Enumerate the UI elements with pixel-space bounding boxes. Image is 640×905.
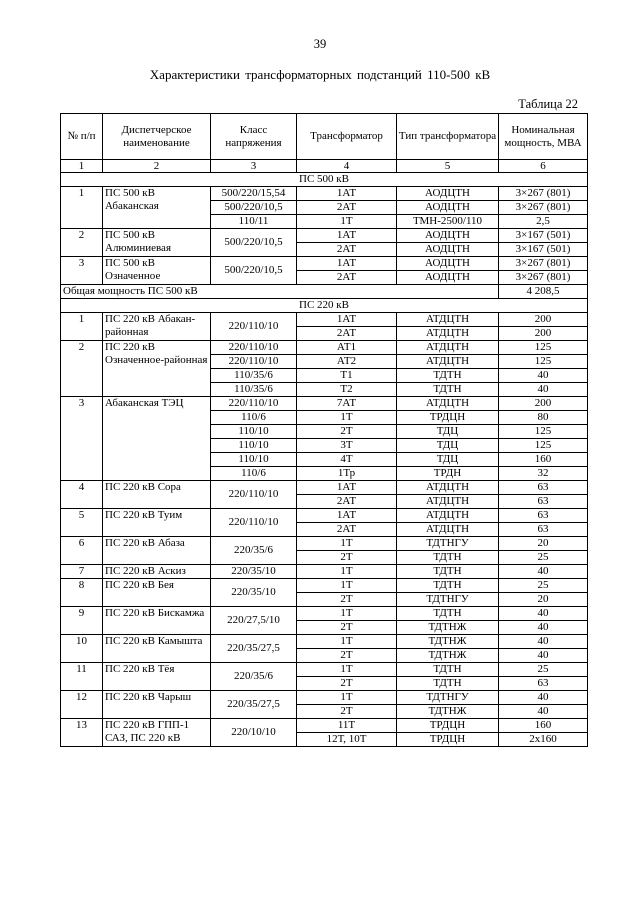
table-row	[61, 257, 588, 271]
rated-power: 3×167 (501)	[499, 229, 588, 243]
transformer-type: АОДЦТН	[397, 271, 499, 285]
table-row	[61, 341, 588, 355]
station-number: 4	[61, 481, 103, 509]
transformer-id: АТ1	[297, 341, 397, 355]
station-name: ПС 220 кВ Камышта	[103, 635, 211, 663]
transformer-id: 2Т	[297, 677, 397, 691]
rated-power: 63	[499, 481, 588, 495]
column-number: 4	[297, 160, 397, 173]
voltage-class: 220/35/10	[211, 565, 297, 579]
voltage-class: 110/6	[211, 467, 297, 481]
column-number: 3	[211, 160, 297, 173]
voltage-class: 500/220/10,5	[211, 257, 297, 285]
voltage-class: 110/35/6	[211, 369, 297, 383]
voltage-class: 220/110/10	[211, 313, 297, 341]
total-row	[61, 285, 588, 299]
station-name: ПС 220 кВ Бея	[103, 579, 211, 607]
station-number: 2	[61, 229, 103, 257]
rated-power: 160	[499, 719, 588, 733]
transformer-id: 1АТ	[297, 257, 397, 271]
table-label: Таблица 22	[518, 97, 578, 111]
transformer-type: АТДЦТН	[397, 397, 499, 411]
section-header-row	[61, 173, 588, 187]
voltage-class: 110/11	[211, 215, 297, 229]
station-number: 9	[61, 607, 103, 635]
rated-power: 32	[499, 467, 588, 481]
station-name: ПС 500 кВ Алюминиевая	[103, 229, 211, 257]
transformer-id: 12Т, 10Т	[297, 733, 397, 747]
rated-power: 3×267 (801)	[499, 201, 588, 215]
station-number: 7	[61, 565, 103, 579]
column-number-row	[61, 160, 588, 173]
voltage-class: 500/220/10,5	[211, 229, 297, 257]
header-row	[61, 114, 588, 160]
transformer-type: ТДТНГУ	[397, 691, 499, 705]
transformer-type: ТДЦ	[397, 453, 499, 467]
rated-power: 160	[499, 453, 588, 467]
page-number: 39	[313, 37, 327, 51]
station-number: 1	[61, 187, 103, 229]
station-number: 5	[61, 509, 103, 537]
transformer-type: ТДТН	[397, 607, 499, 621]
station-name: ПС 500 кВ Означенное	[103, 257, 211, 285]
column-number: 1	[61, 160, 103, 173]
transformer-type: ТДТН	[397, 551, 499, 565]
transformer-id: 1Т	[297, 635, 397, 649]
transformer-id: Т1	[297, 369, 397, 383]
rated-power: 40	[499, 649, 588, 663]
transformer-id: 2АТ	[297, 201, 397, 215]
rated-power: 125	[499, 355, 588, 369]
table-row	[61, 397, 588, 411]
station-number: 1	[61, 313, 103, 341]
voltage-class: 220/10/10	[211, 719, 297, 747]
voltage-class: 110/35/6	[211, 383, 297, 397]
transformer-type: ТРДН	[397, 467, 499, 481]
transformer-type: ТДТНЖ	[397, 705, 499, 719]
voltage-class: 110/6	[211, 411, 297, 425]
rated-power: 3×267 (801)	[499, 187, 588, 201]
transformer-type: АТДЦТН	[397, 481, 499, 495]
section-title: ПС 220 кВ	[61, 299, 588, 313]
transformer-id: 1АТ	[297, 187, 397, 201]
transformer-type: ТДТН	[397, 663, 499, 677]
transformer-type: ТДТНГУ	[397, 593, 499, 607]
rated-power: 20	[499, 593, 588, 607]
rated-power: 40	[499, 383, 588, 397]
rated-power: 40	[499, 607, 588, 621]
rated-power: 40	[499, 565, 588, 579]
table-row	[61, 313, 588, 327]
transformer-id: 1Т	[297, 607, 397, 621]
table-row	[61, 719, 588, 733]
station-number: 10	[61, 635, 103, 663]
station-name: ПС 220 кВ Туим	[103, 509, 211, 537]
transformer-id: 1АТ	[297, 229, 397, 243]
station-name: ПС 500 кВ Абаканская	[103, 187, 211, 229]
transformer-id: 1Т	[297, 579, 397, 593]
rated-power: 200	[499, 313, 588, 327]
transformer-id: АТ2	[297, 355, 397, 369]
transformer-type: АТДЦТН	[397, 313, 499, 327]
section-header-row	[61, 299, 588, 313]
transformer-substations-table	[60, 113, 588, 747]
transformer-type: ТДТНЖ	[397, 649, 499, 663]
transformer-type: ТРДЦН	[397, 411, 499, 425]
transformer-type: ТМН-2500/110	[397, 215, 499, 229]
transformer-type: АОДЦТН	[397, 201, 499, 215]
station-name: ПС 220 кВ Абакан-районная	[103, 313, 211, 341]
station-name: ПС 220 кВ Сора	[103, 481, 211, 509]
transformer-id: 1Тр	[297, 467, 397, 481]
table-row	[61, 481, 588, 495]
voltage-class: 110/10	[211, 425, 297, 439]
transformer-id: 2АТ	[297, 495, 397, 509]
station-number: 3	[61, 257, 103, 285]
table-row	[61, 509, 588, 523]
header-cell: № п/п	[61, 114, 103, 160]
table-row	[61, 579, 588, 593]
rated-power: 3×267 (801)	[499, 271, 588, 285]
rated-power: 3×167 (501)	[499, 243, 588, 257]
voltage-class: 500/220/10,5	[211, 201, 297, 215]
transformer-id: 2АТ	[297, 243, 397, 257]
transformer-type: АТДЦТН	[397, 341, 499, 355]
station-number: 12	[61, 691, 103, 719]
station-number: 8	[61, 579, 103, 607]
voltage-class: 220/35/10	[211, 579, 297, 607]
transformer-id: 1АТ	[297, 313, 397, 327]
station-number: 6	[61, 537, 103, 565]
station-name: ПС 220 кВ Аскиз	[103, 565, 211, 579]
table-row	[61, 187, 588, 201]
transformer-type: ТРДЦН	[397, 719, 499, 733]
rated-power: 63	[499, 495, 588, 509]
transformer-type: АТДЦТН	[397, 327, 499, 341]
transformer-id: 2АТ	[297, 271, 397, 285]
transformer-id: 2АТ	[297, 327, 397, 341]
station-number: 11	[61, 663, 103, 691]
table-row	[61, 537, 588, 551]
rated-power: 200	[499, 397, 588, 411]
header-cell: Диспетчерское наименование	[103, 114, 211, 160]
table-row	[61, 691, 588, 705]
header-cell: Тип трансформатора	[397, 114, 499, 160]
voltage-class: 220/110/10	[211, 341, 297, 355]
table-row	[61, 635, 588, 649]
column-number: 5	[397, 160, 499, 173]
transformer-type: АТДЦТН	[397, 495, 499, 509]
transformer-id: 1Т	[297, 411, 397, 425]
transformer-type: АТДЦТН	[397, 355, 499, 369]
transformer-type: ТДЦ	[397, 425, 499, 439]
rated-power: 25	[499, 663, 588, 677]
transformer-type: ТДТНЖ	[397, 621, 499, 635]
voltage-class: 220/110/10	[211, 481, 297, 509]
rated-power: 40	[499, 691, 588, 705]
rated-power: 80	[499, 411, 588, 425]
transformer-type: АТДЦТН	[397, 509, 499, 523]
table-row	[61, 607, 588, 621]
station-name: ПС 220 кВ Чарыш	[103, 691, 211, 719]
transformer-id: 1АТ	[297, 509, 397, 523]
voltage-class: 220/35/6	[211, 537, 297, 565]
transformer-id: 1Т	[297, 691, 397, 705]
transformer-type: ТДТН	[397, 677, 499, 691]
voltage-class: 220/110/10	[211, 397, 297, 411]
transformer-id: Т2	[297, 383, 397, 397]
voltage-class: 220/27,5/10	[211, 607, 297, 635]
transformer-type: АОДЦТН	[397, 229, 499, 243]
station-name: ПС 220 кВ Тёя	[103, 663, 211, 691]
transformer-id: 7АТ	[297, 397, 397, 411]
rated-power: 63	[499, 523, 588, 537]
rated-power: 63	[499, 677, 588, 691]
transformer-id: 1АТ	[297, 481, 397, 495]
voltage-class: 220/35/27,5	[211, 691, 297, 719]
rated-power: 20	[499, 537, 588, 551]
station-name: ПС 220 кВ ГПП-1 САЗ, ПС 220 кВ	[103, 719, 211, 747]
rated-power: 40	[499, 705, 588, 719]
table-row	[61, 229, 588, 243]
table-row	[61, 663, 588, 677]
rated-power: 40	[499, 635, 588, 649]
transformer-type: ТДТН	[397, 383, 499, 397]
column-number: 6	[499, 160, 588, 173]
rated-power: 125	[499, 341, 588, 355]
transformer-id: 2АТ	[297, 523, 397, 537]
transformer-id: 1Т	[297, 663, 397, 677]
transformer-id: 4Т	[297, 453, 397, 467]
voltage-class: 110/10	[211, 439, 297, 453]
header-cell: Номинальная мощность, МВА	[499, 114, 588, 160]
voltage-class: 220/35/6	[211, 663, 297, 691]
transformer-id: 2Т	[297, 649, 397, 663]
transformer-id: 2Т	[297, 593, 397, 607]
transformer-id: 2Т	[297, 705, 397, 719]
station-name: ПС 220 кВ Абаза	[103, 537, 211, 565]
transformer-type: ТДТН	[397, 579, 499, 593]
station-name: ПС 220 кВ Означенное-районная	[103, 341, 211, 397]
rated-power: 200	[499, 327, 588, 341]
rated-power: 125	[499, 425, 588, 439]
transformer-type: ТДТНГУ	[397, 537, 499, 551]
transformer-type: АОДЦТН	[397, 187, 499, 201]
voltage-class: 220/35/27,5	[211, 635, 297, 663]
transformer-type: ТДТН	[397, 369, 499, 383]
voltage-class: 220/110/10	[211, 355, 297, 369]
transformer-id: 1Т	[297, 565, 397, 579]
transformer-type: АОДЦТН	[397, 243, 499, 257]
total-label: Общая мощность ПС 500 кВ	[61, 285, 499, 299]
document-title: Характеристики трансформаторных подстанций 110-500 кВ	[149, 67, 491, 82]
rated-power: 40	[499, 369, 588, 383]
transformer-type: ТРДЦН	[397, 733, 499, 747]
header-cell: Трансформатор	[297, 114, 397, 160]
voltage-class: 500/220/15,54	[211, 187, 297, 201]
transformer-id: 1Т	[297, 537, 397, 551]
station-name: Абаканская ТЭЦ	[103, 397, 211, 481]
station-number: 3	[61, 397, 103, 481]
transformer-id: 3Т	[297, 439, 397, 453]
transformer-id: 2Т	[297, 621, 397, 635]
rated-power: 125	[499, 439, 588, 453]
header-cell: Класс напряжения	[211, 114, 297, 160]
station-number: 2	[61, 341, 103, 397]
voltage-class: 220/110/10	[211, 509, 297, 537]
transformer-type: АТДЦТН	[397, 523, 499, 537]
transformer-type: ТДТН	[397, 565, 499, 579]
station-name: ПС 220 кВ Бискамжа	[103, 607, 211, 635]
column-number: 2	[103, 160, 211, 173]
rated-power: 25	[499, 579, 588, 593]
transformer-id: 11Т	[297, 719, 397, 733]
total-value: 4 208,5	[499, 285, 588, 299]
rated-power: 40	[499, 621, 588, 635]
station-number: 13	[61, 719, 103, 747]
voltage-class: 110/10	[211, 453, 297, 467]
rated-power: 25	[499, 551, 588, 565]
transformer-type: АОДЦТН	[397, 257, 499, 271]
table-row	[61, 565, 588, 579]
rated-power: 2,5	[499, 215, 588, 229]
transformer-id: 2Т	[297, 425, 397, 439]
transformer-type: ТДЦ	[397, 439, 499, 453]
transformer-type: ТДТНЖ	[397, 635, 499, 649]
transformer-id: 1Т	[297, 215, 397, 229]
table-body	[61, 173, 588, 747]
section-title: ПС 500 кВ	[61, 173, 588, 187]
rated-power: 2х160	[499, 733, 588, 747]
rated-power: 63	[499, 509, 588, 523]
rated-power: 3×267 (801)	[499, 257, 588, 271]
transformer-id: 2Т	[297, 551, 397, 565]
